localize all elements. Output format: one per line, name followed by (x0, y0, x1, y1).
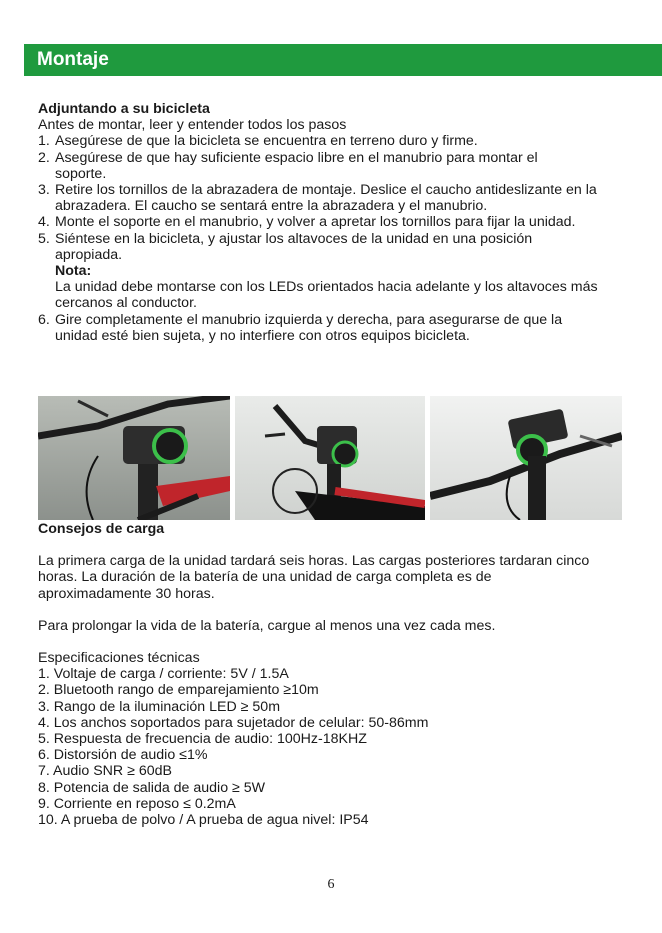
step-text: Monte el soporte en el manubrio, y volver a apretar los tornillos para fijar la unidad. (55, 214, 576, 231)
mounting-step (38, 312, 603, 344)
spec-item: 3. Rango de la iluminación LED ≥ 50m (38, 698, 281, 715)
page-number: 6 (327, 877, 335, 892)
step-number: 4. (38, 214, 50, 231)
step-text: Gire completamente el manubrio izquierda y derecha, para asegurarse de que la unidad esté bien sujeta, y no interfiere con otros equipos bicicleta. (55, 311, 563, 344)
specs-heading: Especificaciones técnicas (38, 650, 200, 667)
mounting-step (38, 182, 623, 214)
bike-mount-photo-3 (430, 396, 622, 520)
mounting-step (38, 150, 586, 182)
mounting-step (38, 133, 628, 149)
charging-heading: Consejos de carga (38, 521, 165, 537)
mounting-section (38, 101, 628, 344)
spec-item: 1. Voltaje de carga / corriente: 5V / 1.5A (38, 666, 289, 683)
note-text: La unidad debe montarse con los LEDs orientados hacia adelante y los altavoces más cercanos al conductor. (55, 279, 598, 312)
note-label: Nota: (55, 263, 92, 280)
spec-item: 7. Audio SNR ≥ 60dB (38, 763, 172, 780)
charging-paragraph-1: La primera carga de la unidad tardará seis horas. Las cargas posteriores tardaran cinco horas. La duración de la batería de una unidad de carga completa es de aproximadamente 30 horas. (38, 553, 590, 602)
section-title: Montaje (37, 49, 109, 70)
mounting-photos (38, 396, 622, 520)
step-number: 1. (38, 133, 50, 150)
spec-item: 10. A prueba de polvo / A prueba de agua nivel: IP54 (38, 812, 369, 829)
bike-mount-photo-1 (38, 396, 230, 520)
step-text: Retire los tornillos de la abrazadera de montaje. Deslice el caucho antideslizante en la abrazadera. El caucho se sentará entre la abrazadera y el manubrio. (55, 182, 597, 215)
spec-item: 2. Bluetooth rango de emparejamiento ≥10m (38, 682, 319, 699)
mounting-step (38, 231, 578, 263)
mounting-heading: Adjuntando a su bicicleta (38, 101, 210, 117)
step-number: 3. (38, 182, 50, 199)
charging-paragraph-2: Para prolongar la vida de la batería, cargue al menos una vez cada mes. (38, 617, 496, 634)
spec-item: 9. Corriente en reposo ≤ 0.2mA (38, 795, 236, 812)
spec-item: 6. Distorsión de audio ≤1% (38, 747, 208, 764)
charging-section (38, 521, 628, 828)
spec-item: 4. Los anchos soportados para sujetador de celular: 50-86mm (38, 714, 429, 731)
spec-item: 8. Potencia de salida de audio ≥ 5W (38, 779, 266, 796)
step-text: Asegúrese de que hay suficiente espacio libre en el manubrio para montar el soporte. (55, 149, 538, 182)
mounting-intro: Antes de montar, leer y entender todos los pasos (38, 117, 347, 134)
bike-mount-photo-2 (235, 396, 425, 520)
step-number: 2. (38, 149, 50, 166)
step-text: Siéntese en la bicicleta, y ajustar los altavoces de la unidad en una posición apropiada. (55, 230, 533, 263)
mounting-step (38, 214, 628, 230)
section-header-bar (24, 44, 662, 76)
spec-item: 5. Respuesta de frecuencia de audio: 100Hz-18KHZ (38, 731, 367, 748)
step-number: 5. (38, 230, 50, 247)
step-text: Asegúrese de que la bicicleta se encuentra en terreno duro y firme. (55, 133, 478, 150)
step-number: 6. (38, 311, 50, 328)
